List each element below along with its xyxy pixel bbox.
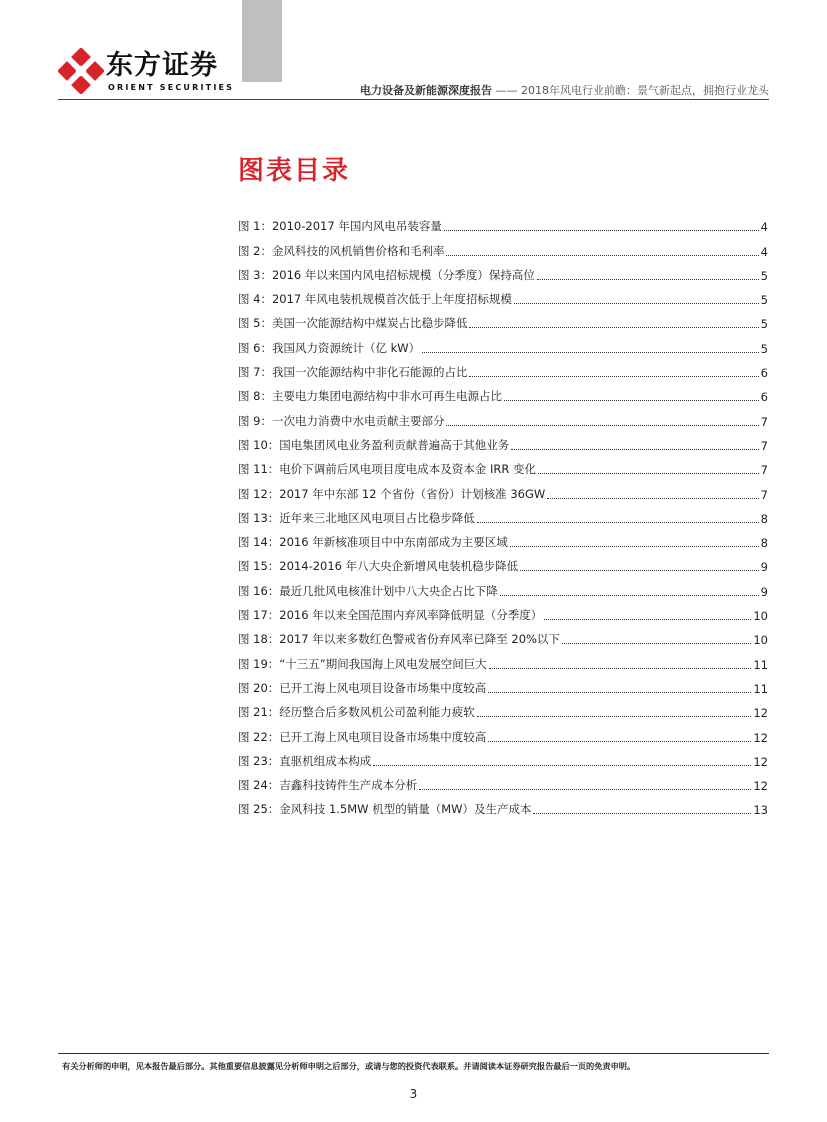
toc-page-number: 5 <box>760 293 768 308</box>
toc-leader-dots <box>489 668 752 669</box>
toc-page-number: 11 <box>753 681 768 696</box>
toc-item[interactable] <box>238 380 768 404</box>
toc-leader-dots <box>422 352 759 353</box>
toc-item[interactable] <box>238 283 768 307</box>
brand-name-cn: 东方证券 <box>106 50 218 81</box>
toc-item[interactable] <box>238 502 768 526</box>
toc-page-number: 6 <box>760 366 768 381</box>
toc-item[interactable] <box>238 526 768 550</box>
toc-page-number: 11 <box>753 657 768 672</box>
toc-figure-number: 图 23： <box>238 753 280 768</box>
toc-figure-number: 图 7： <box>238 365 272 380</box>
toc-leader-dots <box>510 546 759 547</box>
toc-figure-title: 已开工海上风电项目设备市场集中度较高 <box>279 729 487 744</box>
toc-page-number: 7 <box>760 438 768 453</box>
toc-page-number: 13 <box>753 803 768 818</box>
toc-item[interactable] <box>238 672 768 696</box>
toc-leader-dots <box>514 303 759 304</box>
toc-item[interactable] <box>238 745 768 769</box>
toc-figure-title: “十三五”期间我国海上风电发展空间巨大 <box>279 656 487 671</box>
toc-figure-number: 图 3： <box>238 267 272 282</box>
toc-figure-title: 2014-2016 年八大央企新增风电装机稳步降低 <box>279 559 519 574</box>
toc-page-number: 10 <box>753 633 768 648</box>
toc-figure-title: 一次电力消费中水电贡献主要部分 <box>271 413 445 428</box>
toc-figure-number: 图 17： <box>238 608 280 623</box>
toc-figure-title: 我国一次能源结构中非化石能源的占比 <box>271 365 468 380</box>
toc-figure-number: 图 5： <box>238 316 272 331</box>
toc-figure-number: 图 14： <box>238 535 280 550</box>
toc-figure-title: 国电集团风电业务盈利贡献普遍高于其他业务 <box>279 437 510 452</box>
toc-page-number: 6 <box>760 390 768 405</box>
toc-item[interactable] <box>238 720 768 744</box>
toc-page-number: 12 <box>753 730 768 745</box>
toc-page-number: 12 <box>753 754 768 769</box>
toc-leader-dots <box>446 425 758 426</box>
toc-page-number: 10 <box>753 609 768 624</box>
toc-leader-dots <box>419 789 751 790</box>
toc-leader-dots <box>373 765 751 766</box>
toc-figure-title: 美国一次能源结构中煤炭占比稳步降低 <box>271 316 468 331</box>
toc-figure-title: 2017 年以来多数红色警戒省份弃风率已降至 20%以下 <box>279 632 560 647</box>
toc-figure-number: 图 8： <box>238 389 272 404</box>
toc-figure-title: 直驱机组成本构成 <box>279 753 372 768</box>
toc-item[interactable] <box>238 234 768 258</box>
toc-page-number: 8 <box>760 536 768 551</box>
footer-divider <box>58 1053 769 1054</box>
toc-figure-title: 最近几批风电核准计划中八大央企占比下降 <box>279 583 498 598</box>
toc-figure-number: 图 21： <box>238 705 280 720</box>
toc-page-number: 4 <box>760 244 768 259</box>
toc-item[interactable] <box>238 623 768 647</box>
toc-figure-number: 图 18： <box>238 632 280 647</box>
toc-item[interactable] <box>238 793 768 817</box>
toc-item[interactable] <box>238 331 768 355</box>
toc-item[interactable] <box>238 647 768 671</box>
toc-figure-number: 图 16： <box>238 583 280 598</box>
toc-figure-title: 金风科技 1.5MW 机型的销量（MW）及生产成本 <box>279 802 532 817</box>
toc-figure-number: 图 22： <box>238 729 280 744</box>
toc-leader-dots <box>537 279 759 280</box>
toc-item[interactable] <box>238 550 768 574</box>
toc-item[interactable] <box>238 356 768 380</box>
report-header <box>360 84 769 98</box>
toc-figure-number: 图 15： <box>238 559 280 574</box>
toc-leader-dots <box>469 327 758 328</box>
footer-disclaimer: 有关分析师的申明，见本报告最后部分。其他重要信息披露见分析师申明之后部分，或请与您的投资代表联系。并请阅读本证券研究报告最后一页的免责申明。 <box>62 1061 636 1071</box>
toc-item[interactable] <box>238 696 768 720</box>
toc-leader-dots <box>446 255 758 256</box>
toc-leader-dots <box>504 400 759 401</box>
toc-item[interactable] <box>238 259 768 283</box>
toc-figure-title: 我国风力资源统计（亿 kW） <box>271 340 421 355</box>
toc-leader-dots <box>520 570 759 571</box>
page-number: 3 <box>409 1087 418 1101</box>
toc-page-number: 5 <box>760 268 768 283</box>
toc-page-number: 9 <box>760 560 768 575</box>
toc-leader-dots <box>488 692 751 693</box>
toc-figure-number: 图 1： <box>238 219 272 234</box>
toc-page-number: 12 <box>753 779 768 794</box>
toc-figure-title: 2016 年新核准项目中中东南部成为主要区域 <box>279 535 508 550</box>
toc-figure-number: 图 9： <box>238 413 272 428</box>
toc-figure-number: 图 4： <box>238 292 272 307</box>
toc-leader-dots <box>444 230 759 231</box>
toc-leader-dots <box>538 473 759 474</box>
orient-securities-logo-icon <box>58 48 104 94</box>
toc-page-number: 5 <box>760 317 768 332</box>
toc-figure-number: 图 25： <box>238 802 280 817</box>
toc-figure-title: 2017 年中东部 12 个省份（省份）计划核准 36GW <box>279 486 546 501</box>
toc-item[interactable] <box>238 769 768 793</box>
toc-leader-dots <box>477 716 752 717</box>
toc-leader-dots <box>511 449 758 450</box>
toc-item[interactable] <box>238 210 768 234</box>
toc-item[interactable] <box>238 574 768 598</box>
toc-leader-dots <box>547 498 758 499</box>
toc-leader-dots <box>500 595 759 596</box>
toc-figure-number: 图 24： <box>238 778 280 793</box>
toc-title: 图表目录 <box>238 156 351 186</box>
toc-figure-title: 已开工海上风电项目设备市场集中度较高 <box>279 680 487 695</box>
brand-name-en: ORIENT SECURITIES <box>108 83 235 92</box>
report-title: 2018年风电行业前瞻：景气新起点，拥抱行业龙头 <box>521 84 769 97</box>
toc-figure-title: 金风科技的风机销售价格和毛利率 <box>271 243 445 258</box>
toc-figure-title: 吉鑫科技铸件生产成本分析 <box>279 778 418 793</box>
toc-figure-title: 电价下调前后风电项目度电成本及资本金 IRR 变化 <box>279 462 536 477</box>
toc-item[interactable] <box>238 477 768 501</box>
toc-page-number: 7 <box>760 463 768 478</box>
toc-leader-dots <box>477 522 759 523</box>
toc-page-number: 12 <box>753 706 768 721</box>
toc-figure-title: 2017 年风电装机规模首次低于上年度招标规模 <box>271 292 512 307</box>
toc-item[interactable] <box>238 429 768 453</box>
toc-page-number: 7 <box>760 487 768 502</box>
toc-figure-number: 图 20： <box>238 680 280 695</box>
toc-item[interactable] <box>238 453 768 477</box>
toc-figure-number: 图 12： <box>238 486 280 501</box>
toc-item[interactable] <box>238 599 768 623</box>
toc-leader-dots <box>488 741 751 742</box>
company-logo <box>58 48 235 98</box>
report-category: 电力设备及新能源深度报告 <box>360 84 492 97</box>
toc-figure-title: 2016 年以来全国范围内弃风率降低明显（分季度） <box>279 608 543 623</box>
toc-page-number: 4 <box>760 220 768 235</box>
toc-figure-title: 主要电力集团电源结构中非水可再生电源占比 <box>271 389 502 404</box>
toc-item[interactable] <box>238 404 768 428</box>
toc-figure-number: 图 6： <box>238 340 272 355</box>
header-gray-tab <box>242 0 282 82</box>
toc-leader-dots <box>562 643 751 644</box>
toc-page-number: 9 <box>760 584 768 599</box>
toc-page-number: 5 <box>760 341 768 356</box>
toc-figure-number: 图 19： <box>238 656 280 671</box>
header-divider <box>58 99 769 100</box>
toc-figure-title: 经历整合后多数风机公司盈利能力疲软 <box>279 705 475 720</box>
toc-leader-dots <box>544 619 751 620</box>
toc-figure-title: 2010-2017 年国内风电吊装容量 <box>271 219 442 234</box>
toc-list <box>238 210 768 817</box>
toc-figure-number: 图 11： <box>238 462 280 477</box>
toc-leader-dots <box>469 376 758 377</box>
toc-item[interactable] <box>238 307 768 331</box>
toc-page-number: 7 <box>760 414 768 429</box>
toc-figure-title: 近年来三北地区风电项目占比稳步降低 <box>279 510 475 525</box>
toc-figure-number: 图 13： <box>238 510 280 525</box>
toc-figure-title: 2016 年以来国内风电招标规模（分季度）保持高位 <box>271 267 535 282</box>
toc-page-number: 8 <box>760 511 768 526</box>
toc-figure-number: 图 2： <box>238 243 272 258</box>
toc-leader-dots <box>533 813 751 814</box>
toc-figure-number: 图 10： <box>238 437 280 452</box>
header-separator: —— <box>495 84 518 97</box>
